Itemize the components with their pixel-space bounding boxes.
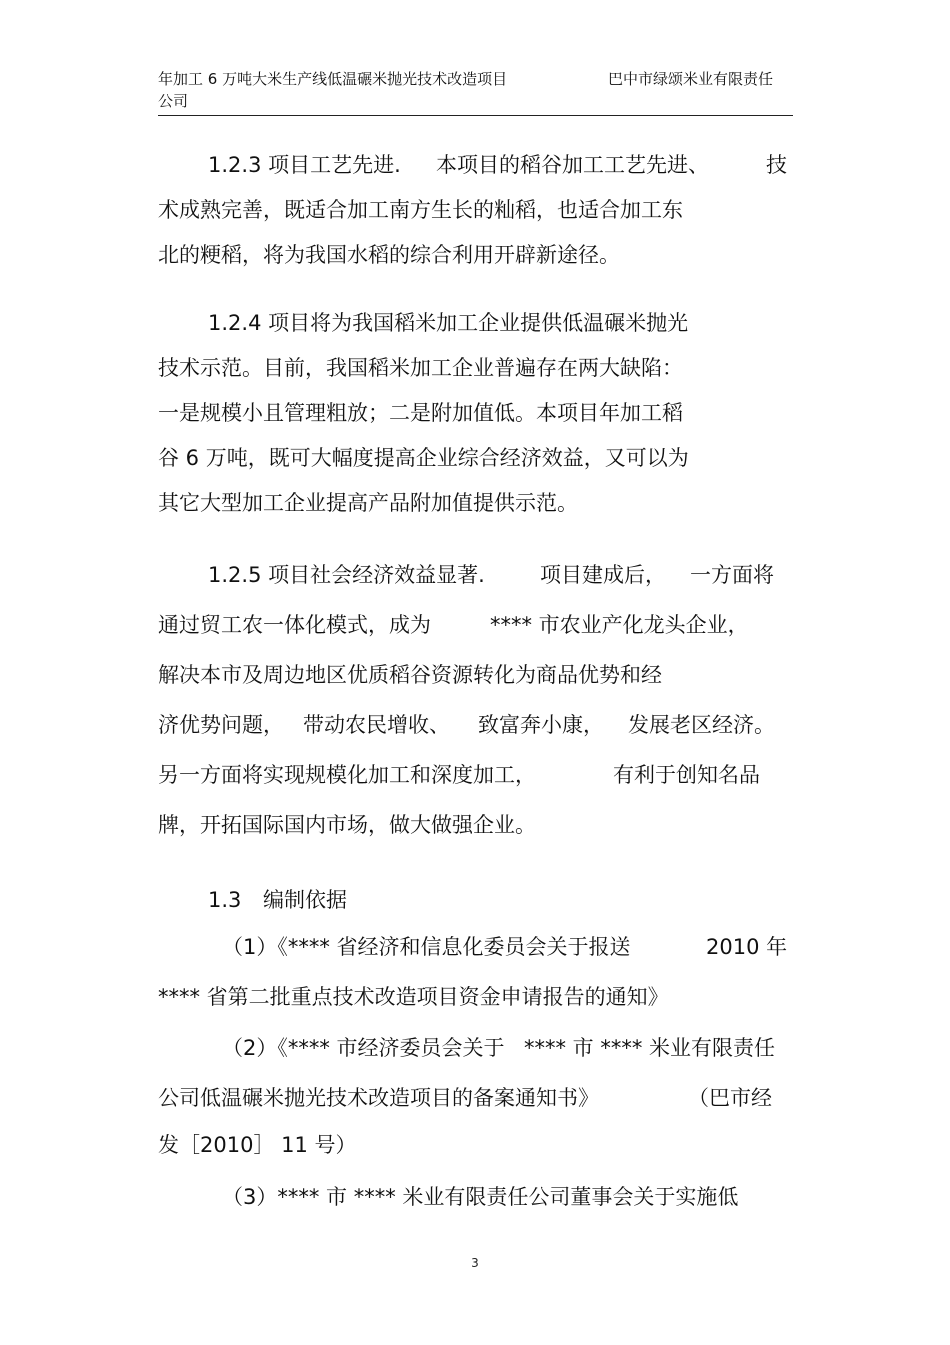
para-1-2-4-line-2: 技术示范。目前，我国稻米加工企业普遍存在两大缺陷： xyxy=(158,356,683,380)
reference-2-line-3: 发［2010］ 11 号） xyxy=(158,1133,357,1157)
para-1-2-5-text-i: 另一方面将实现规模化加工和深度加工， xyxy=(158,763,536,787)
header-divider xyxy=(158,115,793,116)
header-company-name: 巴中市绿颂米业有限责任 xyxy=(608,70,774,88)
para-1-2-5-text-j: 有利于创知名品 xyxy=(613,763,760,787)
reference-2-text-d: （巴市经 xyxy=(688,1086,772,1110)
para-1-2-5-text-b: 一方面将 xyxy=(690,563,774,587)
para-1-2-5-text-e: 济优势问题， xyxy=(158,713,284,737)
reference-2-text-b: **** 市 **** 米业有限责任 xyxy=(524,1036,776,1060)
reference-1-line-2: **** 省第二批重点技术改造项目资金申请报告的通知》 xyxy=(158,985,669,1009)
para-1-2-5-text-a: 项目建成后， xyxy=(540,563,666,587)
reference-1-text: （1）《**** 省经济和信息化委员会关于报送 xyxy=(222,935,631,959)
header-company-continuation: 公司 xyxy=(158,92,189,110)
para-1-2-5-line-6: 牌，开拓国际国内市场，做大做强企业。 xyxy=(158,813,536,837)
header-project-title: 年加工 6 万吨大米生产线低温碾米抛光技术改造项目 xyxy=(158,70,508,88)
para-1-2-4-line-5: 其它大型加工企业提高产品附加值提供示范。 xyxy=(158,491,578,515)
para-1-2-3-line-2: 术成熟完善，既适合加工南方生长的籼稻，也适合加工东 xyxy=(158,198,683,222)
reference-2-text-c: 公司低温碾米抛光技术改造项目的备案通知书》 xyxy=(158,1086,599,1110)
para-1-2-3-line-3: 北的粳稻，将为我国水稻的综合利用开辟新途径。 xyxy=(158,243,620,267)
reference-2-text-a: （2）《**** 市经济委员会关于 xyxy=(222,1036,505,1060)
para-1-2-3-text: 本项目的稻谷加工工艺先进、 xyxy=(436,153,709,177)
para-1-2-3-heading: 1.2.3 项目工艺先进. xyxy=(208,153,401,177)
reference-1-year: 2010 年 xyxy=(706,935,788,959)
section-title: 编制依据 xyxy=(263,888,347,912)
para-1-2-5-text-h: 发展老区经济。 xyxy=(628,713,775,737)
para-1-2-5-heading: 1.2.5 项目社会经济效益显著. xyxy=(208,563,485,587)
para-1-2-3-text-end: 技 xyxy=(766,153,787,177)
para-1-2-4-line-3: 一是规模小且管理粗放；二是附加值低。本项目年加工稻 xyxy=(158,401,683,425)
reference-3-text: （3）**** 市 **** 米业有限责任公司董事会关于实施低 xyxy=(222,1185,739,1209)
page-number: 3 xyxy=(471,1256,479,1270)
para-1-2-4-line-1: 1.2.4 项目将为我国稻米加工企业提供低温碾米抛光 xyxy=(208,311,689,335)
para-1-2-5-text-c: 通过贸工农一体化模式，成为 xyxy=(158,613,431,637)
para-1-2-5-text-g: 致富奔小康， xyxy=(478,713,604,737)
para-1-2-5-line-3: 解决本市及周边地区优质稻谷资源转化为商品优势和经 xyxy=(158,663,662,687)
para-1-2-5-text-d: **** 市农业产化龙头企业， xyxy=(490,613,749,637)
para-1-2-5-text-f: 带动农民增收、 xyxy=(303,713,450,737)
para-1-2-4-line-4: 谷 6 万吨，既可大幅度提高企业综合经济效益，又可以为 xyxy=(158,446,689,470)
section-number: 1.3 xyxy=(208,888,242,912)
